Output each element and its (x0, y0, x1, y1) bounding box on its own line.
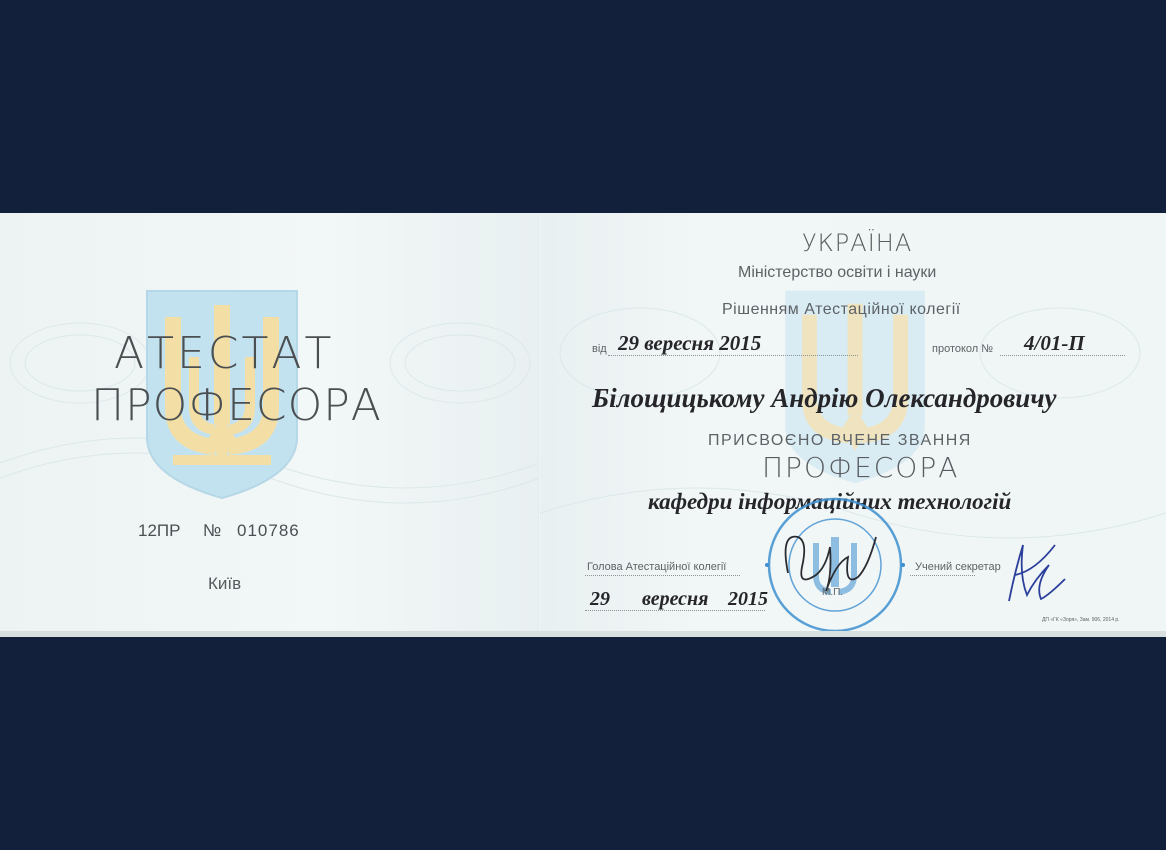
issue-day: 29 (590, 588, 610, 610)
title-line-1: АТЕСТАТ (114, 328, 335, 379)
assigned-title-text: ПРИСВОЄНО ВЧЕНЕ ЗВАННЯ (708, 432, 972, 449)
recipient-name: Білощицькому Андрію Олександровичу (592, 383, 1057, 413)
certificate-series: 12ПР (138, 521, 181, 540)
issue-month: вересня (642, 588, 709, 610)
rank-title: ПРОФЕСОРА (762, 451, 960, 484)
protocol-number: 4/01-П (1024, 331, 1085, 355)
decision-date: 29 вересня 2015 (618, 331, 762, 355)
title-line-2: ПРОФЕСОРА (91, 380, 382, 431)
certificate-number: 010786 (237, 521, 300, 540)
issue-date-dotline (585, 610, 765, 611)
certificate-document (0, 213, 1166, 637)
number-sign: № (203, 521, 222, 540)
protocol-label: протокол № (932, 343, 994, 355)
country-title: УКРАЇНА (802, 229, 913, 257)
left-page (0, 213, 540, 637)
ministry-name: Міністерство освіти і науки (738, 264, 937, 281)
department-name: кафедри інформаційних технологій (648, 489, 1012, 514)
issue-year: 2015 (728, 588, 768, 610)
seal-mark: М.П. (822, 587, 844, 598)
from-label: від (592, 343, 607, 355)
date-dotline (608, 355, 858, 356)
chair-label: Голова Атестаційної колегії (587, 561, 727, 573)
right-page (540, 213, 1166, 637)
chair-dotline (585, 575, 740, 576)
secretary-label: Учений секретар (915, 561, 1001, 573)
issue-city: Київ (208, 574, 242, 593)
decision-text: Рішенням Атестаційної колегії (722, 301, 961, 318)
secretary-signature (995, 531, 1080, 611)
protocol-dotline (1000, 355, 1125, 356)
print-info: ДП «ГК «Зоря», Зам. 906, 2014 р. (1042, 617, 1120, 623)
document-bottom-edge (0, 631, 1166, 637)
